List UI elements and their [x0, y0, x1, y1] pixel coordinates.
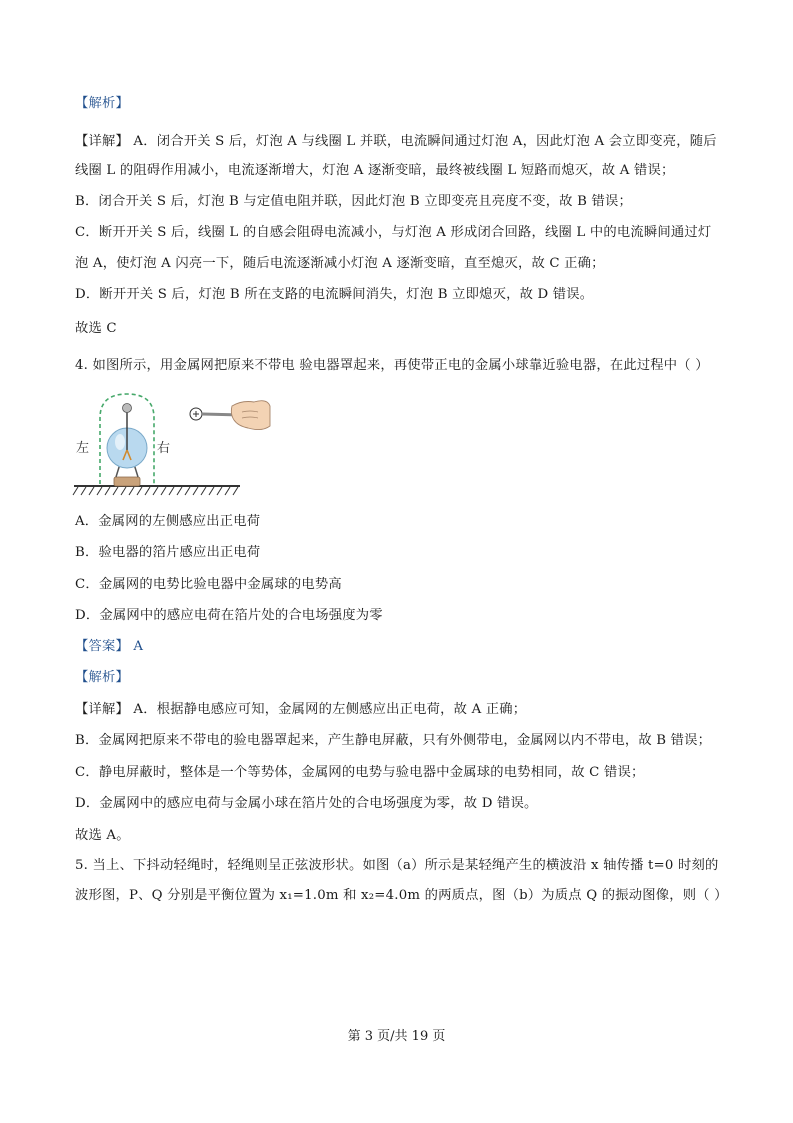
explanation-line: 【详解】 A．根据静电感应可知，金属网的左侧感应出正电荷，故 A 正确； — [75, 702, 527, 717]
option-c: C．金属网的电势比验电器中金属球的电势高 — [75, 577, 342, 592]
question-5-line: 5. 当上、下抖动轻绳时，轻绳则呈正弦波形状。如图（a）所示是某轻绳产生的横波沿 x 轴传播 t=0 时刻的 — [75, 858, 719, 873]
answer-label: 【答案】 A — [75, 639, 144, 654]
answer-conclusion: 故选 A。 — [75, 828, 130, 843]
explanation-line: 线圈 L 的阻碍作用减小，电流逐渐增大，灯泡 A 逐渐变暗，最终被线圈 L 短路而熄灭，故 A 错误； — [75, 163, 675, 178]
label-left: 左 — [76, 441, 90, 456]
electroscope-figure — [72, 392, 272, 496]
question-4-stem: 4. 如图所示，用金属网把原来不带电 验电器罩起来，再使带正电的金属小球靠近验电器，在此过程中（ ） — [75, 358, 709, 373]
question-5-line: 波形图，P、Q 分别是平衡位置为 x₁=1.0m 和 x₂=4.0m 的两质点，图（b）为质点 Q 的振动图像，则（ ） — [75, 888, 728, 903]
explanation-line: 【详解】 A．闭合开关 S 后，灯泡 A 与线圈 L 并联，电流瞬间通过灯泡 A，因此灯泡 A 会立即变亮，随后 — [75, 134, 717, 149]
explanation-line: C．断开开关 S 后，线圈 L 的自感会阻碍电流减小，与灯泡 A 形成闭合回路，线圈 L 中的电流瞬间通过灯 — [75, 225, 712, 240]
page-footer: 第 3 页/共 19 页 — [347, 1029, 446, 1044]
explanation-line: B．金属网把原来不带电的验电器罩起来，产生静电屏蔽，只有外侧带电，金属网以内不带电，故 B 错误； — [75, 733, 712, 748]
label-right: 右 — [157, 441, 171, 456]
option-b: B．验电器的箔片感应出正电荷 — [75, 545, 261, 560]
explanation-line: C．静电屏蔽时，整体是一个等势体，金属网的电势与验电器中金属球的电势相同，故 C 错误； — [75, 765, 645, 780]
explanation-line: B．闭合开关 S 后，灯泡 B 与定值电阻并联，因此灯泡 B 立即变亮且亮度不变，故 B 错误； — [75, 194, 632, 209]
answer-conclusion: 故选 C — [75, 321, 117, 336]
option-d: D．金属网中的感应电荷在箔片处的合电场强度为零 — [75, 608, 383, 623]
explanation-line: 泡 A，使灯泡 A 闪亮一下，随后电流逐渐减小灯泡 A 逐渐变暗，直至熄灭，故 C 正确； — [75, 256, 605, 271]
analysis-label: 【解析】 — [75, 96, 129, 111]
analysis-label: 【解析】 — [75, 670, 129, 685]
explanation-line: D．金属网中的感应电荷与金属小球在箔片处的合电场强度为零，故 D 错误。 — [75, 796, 538, 811]
option-a: A．金属网的左侧感应出正电荷 — [75, 514, 261, 529]
explanation-line: D．断开开关 S 后，灯泡 B 所在支路的电流瞬间消失，灯泡 B 立即熄灭，故 D 错误。 — [75, 287, 594, 302]
